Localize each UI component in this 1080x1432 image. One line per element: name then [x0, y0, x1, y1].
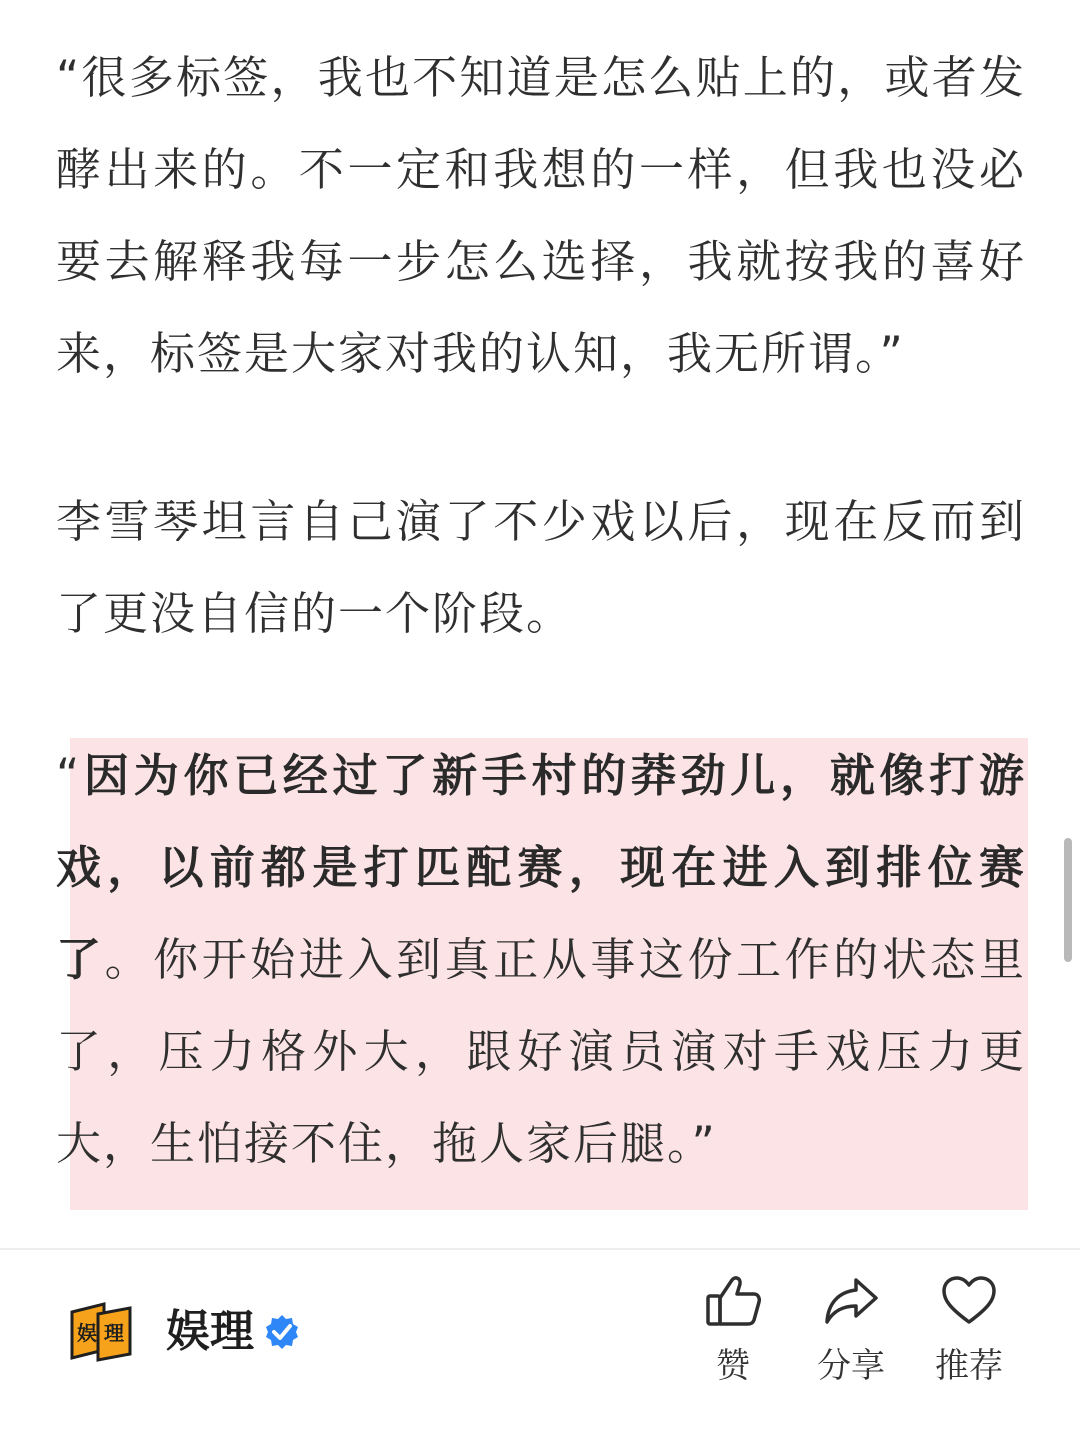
recommend-label: 推荐 — [935, 1346, 1003, 1386]
quote-bold-text: 因为你已经过了新手村的莽劲儿，就像打游戏，以前都是打匹配赛，现在进入到排位赛了 — [56, 749, 1026, 986]
article-paragraph: “很多标签，我也不知道是怎么贴上的，或者发酵出来的。不一定和我想的一样，但我也没必要去解释我每一步怎么选择，我就按我的喜好来，标签是大家对我的认知，我无所谓。” — [56, 51, 1026, 380]
author-footer — [0, 1248, 1080, 1432]
scrollbar[interactable] — [1064, 838, 1072, 962]
like-label: 赞 — [716, 1346, 750, 1386]
logo-char-1: 娱 — [77, 1321, 97, 1345]
share-icon — [822, 1274, 880, 1328]
share-label: 分享 — [817, 1346, 885, 1386]
highlighted-quote — [56, 730, 1026, 1190]
recommend-button[interactable] — [914, 1274, 1024, 1404]
author-name[interactable]: 娱理 — [166, 1306, 254, 1357]
article-paragraph: 李雪琴坦言自己演了不少戏以后，现在反而到了更没自信的一个阶段。 — [56, 495, 1026, 640]
heart-icon — [940, 1274, 998, 1328]
quote-text: 。你开始进入到真正从事这份工作的状态里了，压力格外大，跟好演员演对手戏压力更大，生怕接不住，拖人家后腿。” — [56, 933, 1026, 1170]
share-button[interactable] — [796, 1274, 906, 1404]
thumbs-up-icon — [704, 1274, 762, 1328]
like-button[interactable] — [678, 1274, 788, 1404]
quote-open-mark: “ — [56, 749, 82, 802]
logo-char-2: 理 — [104, 1321, 124, 1345]
verified-badge-icon — [264, 1314, 300, 1350]
author-logo[interactable] — [68, 1300, 134, 1362]
